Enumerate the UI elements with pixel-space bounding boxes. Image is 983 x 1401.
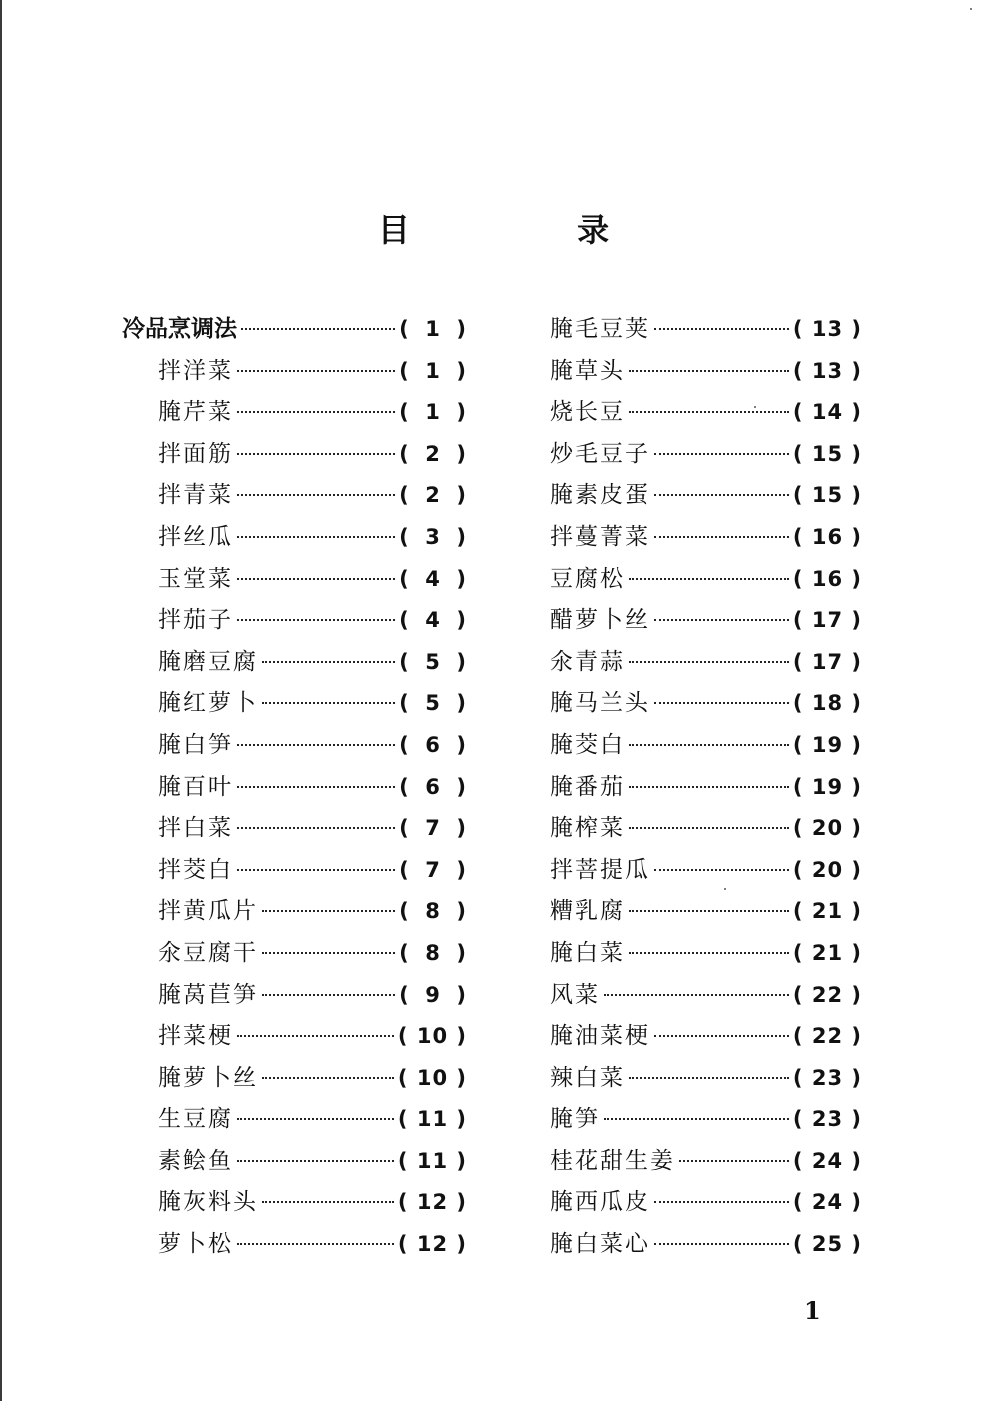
toc-page-ref: ( 25 )	[792, 1232, 862, 1257]
toc-entry-label: 桂花甜生姜	[550, 1147, 675, 1174]
toc-page-ref: ( 6 )	[399, 732, 467, 757]
toc-page-number: 9	[425, 982, 441, 1007]
dot-leader	[237, 619, 395, 621]
toc-entry	[122, 809, 467, 851]
toc-entry	[122, 934, 467, 976]
toc-entry	[122, 310, 467, 352]
toc-entry-label: 腌马兰头	[550, 690, 650, 717]
toc-entry	[122, 1017, 467, 1059]
scan-speck	[970, 8, 972, 10]
toc-page-ref: ( 19 )	[792, 774, 862, 799]
toc-page-number: 10	[416, 1065, 449, 1090]
toc-entry	[550, 976, 862, 1018]
dot-leader	[629, 661, 789, 663]
toc-page-number: 25	[811, 1232, 844, 1257]
toc-page-number: 11	[416, 1107, 449, 1132]
page-number: 1	[804, 1296, 821, 1325]
toc-entry-label: 腌笋	[550, 1106, 600, 1133]
toc-page-number: 6	[425, 732, 441, 757]
toc-page-number: 13	[811, 358, 844, 383]
toc-page-number: 23	[811, 1065, 844, 1090]
toc-page-ref: ( 22 )	[792, 1024, 862, 1049]
toc-entry-label: 腌素皮蛋	[550, 482, 650, 509]
toc-entry-label: 拌菩提瓜	[550, 856, 650, 883]
toc-page-number: 19	[811, 732, 844, 757]
toc-right-column	[550, 310, 862, 1267]
toc-entry-label: 风菜	[550, 981, 600, 1008]
toc-page-number: 12	[416, 1190, 449, 1215]
toc-page-ref: ( 13 )	[792, 358, 862, 383]
dot-leader	[629, 827, 789, 829]
toc-entry-label: 生豆腐	[158, 1106, 233, 1133]
toc-entry-label: 拌菜梗	[158, 1023, 233, 1050]
toc-page-number: 16	[811, 524, 844, 549]
dot-leader	[654, 619, 789, 621]
toc-page-ref: ( 2 )	[399, 441, 467, 466]
toc-page-ref: ( 3 )	[399, 524, 467, 549]
dot-leader	[654, 1201, 789, 1203]
toc-entry-label: 拌茄子	[158, 607, 233, 634]
toc-page-ref: ( 9 )	[399, 982, 467, 1007]
toc-page-ref: ( 10 )	[397, 1024, 467, 1049]
toc-page-number: 10	[416, 1024, 449, 1049]
dot-leader	[654, 328, 789, 330]
dot-leader	[654, 1243, 789, 1245]
toc-page-number: 23	[811, 1107, 844, 1132]
scan-speck	[724, 888, 726, 890]
toc-entry	[550, 851, 862, 893]
toc-section-heading: 冷品烹调法	[122, 316, 237, 342]
toc-entry	[122, 518, 467, 560]
toc-page-number: 18	[811, 691, 844, 716]
toc-page-number: 7	[425, 857, 441, 882]
toc-page-ref: ( 8 )	[399, 899, 467, 924]
toc-page-number: 20	[811, 816, 844, 841]
toc-page-ref: ( 12 )	[397, 1232, 467, 1257]
dot-leader	[237, 1160, 394, 1162]
toc-entry	[550, 1142, 862, 1184]
dot-leader	[604, 994, 789, 996]
toc-entry-label: 腌榨菜	[550, 815, 625, 842]
toc-page-number: 11	[416, 1148, 449, 1173]
toc-entry-label: 拌黄瓜片	[158, 898, 258, 925]
page-title: 目 录	[377, 211, 688, 249]
toc-page-ref: ( 24 )	[792, 1190, 862, 1215]
toc-entry	[550, 1017, 862, 1059]
toc-entry	[122, 1100, 467, 1142]
toc-entry-label: 腌番茄	[550, 773, 625, 800]
toc-page-number: 2	[425, 483, 441, 508]
toc-page-number: 1	[425, 358, 441, 383]
toc-page-ref: ( 13 )	[792, 317, 862, 341]
toc-entry	[122, 684, 467, 726]
toc-entry-label: 氽青蒜	[550, 648, 625, 675]
toc-page-ref: ( 7 )	[399, 816, 467, 841]
toc-page-number: 1	[425, 400, 441, 425]
toc-entry	[550, 1100, 862, 1142]
toc-entry-label: 糟乳腐	[550, 898, 625, 925]
toc-page-ref: ( 5 )	[399, 649, 467, 674]
toc-entry	[122, 726, 467, 768]
toc-entry	[122, 476, 467, 518]
toc-entry-label: 辣白菜	[550, 1064, 625, 1091]
toc-page-number: 7	[425, 816, 441, 841]
toc-entry-label: 腌油菜梗	[550, 1023, 650, 1050]
dot-leader	[237, 744, 395, 746]
toc-page-ref: ( 14 )	[792, 400, 862, 425]
toc-entry-label: 玉堂菜	[158, 565, 233, 592]
toc-page-ref: ( 8 )	[399, 940, 467, 965]
toc-entry-label: 豆腐松	[550, 565, 625, 592]
toc-page-number: 2	[425, 441, 441, 466]
toc-entry-label: 腌白菜	[550, 939, 625, 966]
toc-entry	[550, 809, 862, 851]
toc-page-ref: ( 22 )	[792, 982, 862, 1007]
toc-page-number: 8	[425, 940, 441, 965]
dot-leader	[262, 1077, 394, 1079]
toc-entry-label: 素鲙鱼	[158, 1147, 233, 1174]
dot-leader	[629, 411, 789, 413]
toc-page-ref: ( 24 )	[792, 1148, 862, 1173]
toc-page-number: 24	[811, 1148, 844, 1173]
toc-entry	[550, 435, 862, 477]
toc-page-ref: ( 4 )	[399, 608, 467, 633]
toc-page-number: 22	[811, 1024, 844, 1049]
dot-leader	[262, 702, 395, 704]
toc-entry	[550, 352, 862, 394]
toc-page-number: 8	[425, 899, 441, 924]
toc-page-number: 6	[425, 774, 441, 799]
toc-page-number: 19	[811, 774, 844, 799]
toc-entry	[122, 768, 467, 810]
toc-page-number: 17	[811, 608, 844, 633]
toc-page-ref: ( 15 )	[792, 483, 862, 508]
toc-page-ref: ( 4 )	[399, 566, 467, 591]
toc-page-ref: ( 16 )	[792, 566, 862, 591]
toc-page-number: 21	[811, 899, 844, 924]
toc-page-number: 24	[811, 1190, 844, 1215]
toc-page-ref: ( 17 )	[792, 608, 862, 633]
toc-entry-label: 烧长豆	[550, 399, 625, 426]
toc-entry-label: 氽豆腐干	[158, 939, 258, 966]
toc-page-ref: ( 21 )	[792, 899, 862, 924]
dot-leader	[237, 1035, 394, 1037]
toc-entry	[122, 1059, 467, 1101]
dot-leader	[237, 827, 395, 829]
dot-leader	[654, 494, 789, 496]
dot-leader	[629, 744, 789, 746]
dot-leader	[262, 952, 395, 954]
toc-entry	[550, 1183, 862, 1225]
dot-leader	[629, 910, 789, 912]
dot-leader	[262, 661, 395, 663]
toc-page-ref: ( 12 )	[397, 1190, 467, 1215]
dot-leader	[654, 536, 789, 538]
dot-leader	[629, 786, 789, 788]
dot-leader	[604, 1118, 789, 1120]
toc-entry-label: 腌红萝卜	[158, 690, 258, 717]
toc-entry-label: 腌白笋	[158, 731, 233, 758]
toc-page-ref: ( 20 )	[792, 857, 862, 882]
dot-leader	[237, 869, 395, 871]
toc-page-number: 1	[425, 317, 441, 341]
toc-page-number: 3	[425, 524, 441, 549]
toc-entry-label: 腌白菜心	[550, 1231, 650, 1258]
toc-page-ref: ( 15 )	[792, 441, 862, 466]
toc-page-ref: ( 23 )	[792, 1107, 862, 1132]
toc-entry-label: 拌茭白	[158, 856, 233, 883]
toc-entry-label: 腌磨豆腐	[158, 648, 258, 675]
dot-leader	[654, 1035, 789, 1037]
toc-entry-label: 拌洋菜	[158, 357, 233, 384]
toc-entry	[550, 643, 862, 685]
toc-page-number: 5	[425, 691, 441, 716]
toc-entry	[122, 976, 467, 1018]
toc-entry-label: 炒毛豆子	[550, 440, 650, 467]
toc-page-number: 16	[811, 566, 844, 591]
toc-entry-label: 腌西瓜皮	[550, 1189, 650, 1216]
toc-page-ref: ( 21 )	[792, 940, 862, 965]
scan-speck	[754, 406, 756, 408]
toc-entry	[550, 934, 862, 976]
dot-leader	[262, 910, 395, 912]
toc-entry	[550, 601, 862, 643]
toc-page-number: 14	[811, 400, 844, 425]
toc-entry-label: 腌萝卜丝	[158, 1064, 258, 1091]
toc-entry-label: 醋萝卜丝	[550, 607, 650, 634]
toc-entry	[550, 768, 862, 810]
toc-page-number: 20	[811, 857, 844, 882]
toc-entry-label: 拌青菜	[158, 482, 233, 509]
dot-leader	[237, 370, 395, 372]
toc-page-ref: ( 6 )	[399, 774, 467, 799]
toc-entry	[122, 352, 467, 394]
toc-page-number: 21	[811, 940, 844, 965]
dot-leader	[237, 411, 395, 413]
toc-page-number: 17	[811, 649, 844, 674]
dot-leader	[654, 702, 789, 704]
toc-entry-label: 腌灰料头	[158, 1189, 258, 1216]
toc-page-ref: ( 5 )	[399, 691, 467, 716]
toc-entry	[550, 1059, 862, 1101]
toc-left-column	[122, 310, 467, 1267]
toc-entry	[122, 560, 467, 602]
toc-page-ref: ( 17 )	[792, 649, 862, 674]
toc-entry	[550, 518, 862, 560]
dot-leader	[629, 578, 789, 580]
toc-entry	[122, 1142, 467, 1184]
dot-leader	[237, 1118, 394, 1120]
toc-entry-label: 拌蔓菁菜	[550, 523, 650, 550]
toc-entry	[550, 726, 862, 768]
dot-leader	[237, 536, 395, 538]
dot-leader	[629, 1077, 789, 1079]
toc-entry	[122, 892, 467, 934]
toc-page-number: 4	[425, 608, 441, 633]
toc-entry	[550, 560, 862, 602]
toc-entry	[122, 601, 467, 643]
toc-page-number: 15	[811, 441, 844, 466]
toc-page-number: 12	[416, 1232, 449, 1257]
toc-entry	[550, 1225, 862, 1267]
dot-leader	[629, 952, 789, 954]
toc-entry-label: 拌丝瓜	[158, 523, 233, 550]
dot-leader	[241, 328, 395, 330]
toc-page-ref: ( 7 )	[399, 857, 467, 882]
toc-page-ref: ( 1 )	[399, 400, 467, 425]
toc-page-number: 13	[811, 317, 844, 341]
toc-page-number: 5	[425, 649, 441, 674]
toc-page-ref: ( 10 )	[397, 1065, 467, 1090]
toc-entry	[550, 393, 862, 435]
toc-page-ref: ( 16 )	[792, 524, 862, 549]
toc-page-ref: ( 19 )	[792, 732, 862, 757]
dot-leader	[237, 1243, 394, 1245]
toc-entry-label: 腌草头	[550, 357, 625, 384]
dot-leader	[262, 994, 395, 996]
toc-page-ref: ( 20 )	[792, 816, 862, 841]
dot-leader	[654, 869, 789, 871]
toc-page-ref: ( 11 )	[397, 1107, 467, 1132]
dot-leader	[237, 578, 395, 580]
toc-entry-label: 腌毛豆荚	[550, 316, 650, 342]
toc-entry	[550, 684, 862, 726]
dot-leader	[654, 453, 789, 455]
toc-entry-label: 拌面筋	[158, 440, 233, 467]
toc-entry-label: 腌莴苣笋	[158, 981, 258, 1008]
toc-page-number: 15	[811, 483, 844, 508]
dot-leader	[237, 494, 395, 496]
dot-leader	[262, 1201, 394, 1203]
toc-entry-label: 腌百叶	[158, 773, 233, 800]
toc-entry	[122, 435, 467, 477]
toc-entry	[550, 892, 862, 934]
toc-entry	[122, 851, 467, 893]
toc-entry	[122, 393, 467, 435]
toc-page-number: 22	[811, 982, 844, 1007]
toc-page-ref: ( 18 )	[792, 691, 862, 716]
toc-page-ref: ( 1 )	[399, 358, 467, 383]
toc-entry-label: 拌白菜	[158, 815, 233, 842]
toc-entry	[550, 310, 862, 352]
toc-entry-label: 萝卜松	[158, 1231, 233, 1258]
toc-entry-label: 腌芹菜	[158, 399, 233, 426]
dot-leader	[237, 786, 395, 788]
dot-leader	[237, 453, 395, 455]
toc-entry-label: 腌茭白	[550, 731, 625, 758]
toc-entry	[122, 643, 467, 685]
toc-entry	[122, 1183, 467, 1225]
toc-entry	[122, 1225, 467, 1267]
dot-leader	[629, 370, 789, 372]
toc-page-ref: ( 2 )	[399, 483, 467, 508]
toc-page-ref: ( 1 )	[399, 317, 467, 341]
toc-page-ref: ( 23 )	[792, 1065, 862, 1090]
toc-page-ref: ( 11 )	[397, 1148, 467, 1173]
toc-page-number: 4	[425, 566, 441, 591]
dot-leader	[679, 1160, 789, 1162]
toc-entry	[550, 476, 862, 518]
